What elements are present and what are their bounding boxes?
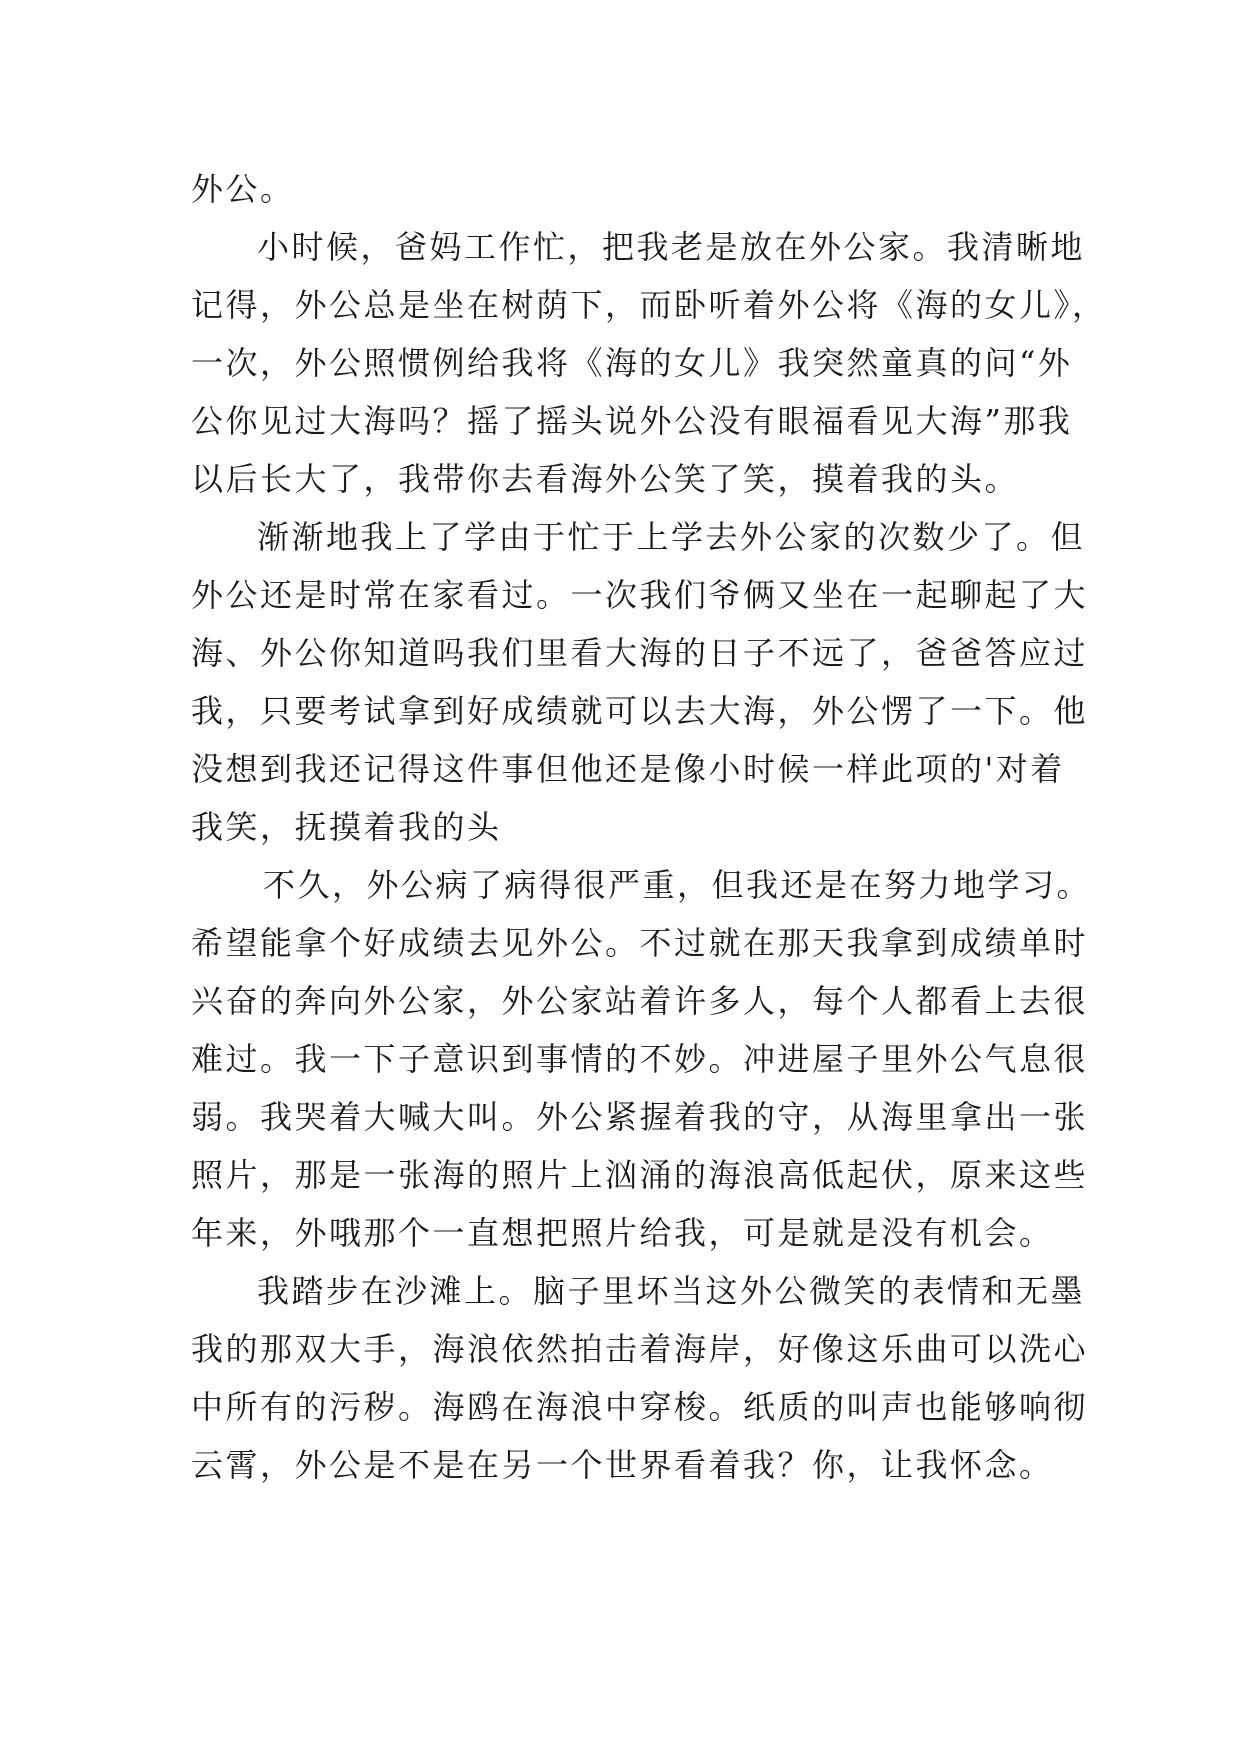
text-line: 照片，那是一张海的照片上汹涌的海浪高低起伏，原来这些 [191,1156,1089,1194]
text-line: 我踏步在沙滩上。脑子里坏当这外公微笑的表情和无墨 [257,1272,1086,1310]
text-line: 海、外公你知道吗我们里看大海的日子不远了，爸爸答应过 [191,634,1089,672]
paragraph-5 [191,1262,1089,1494]
text-line: 没想到我还记得这件事但他还是像小时候一样此项的'对着 [191,750,1065,788]
text-line: 难过。我一下子意识到事情的不妙。冲进屋子里外公气息很 [191,1040,1089,1078]
text-line: 以后长大了，我带你去看海外公笑了笑，摸着我的头。 [191,460,1020,498]
text-line: 小时候，爸妈工作忙，把我老是放在外公家。我清晰地 [257,228,1086,266]
text-line: 希望能拿个好成绩去见外公。不过就在那天我拿到成绩单时 [191,924,1089,962]
text-line: 一次，外公照惯例给我将《海的女儿》我突然童真的问“外 [191,344,1073,382]
text-line: 年来，外哦那个一直想把照片给我，可是就是没有机会。 [191,1214,1054,1252]
text-line: 云霄，外公是不是在另一个世界看着我？你，让我怀念。 [191,1446,1054,1484]
text-line: 公你见过大海吗？摇了摇头说外公没有眼福看见大海”那我 [191,402,1073,440]
text-line: 外公还是时常在家看过。一次我们爷俩又坐在一起聊起了大 [191,576,1089,614]
text-line: 外公。 [191,170,295,208]
text-line: 兴奋的奔向外公家，外公家站着许多人，每个人都看上去很 [191,982,1089,1020]
text-line: 中所有的污秽。海鸥在海浪中穿梭。纸质的叫声也能够响彻 [191,1388,1089,1426]
paragraph-4 [191,856,1092,1262]
paragraph-3 [191,508,1089,856]
text-line: 我笑，抚摸着我的头 [191,808,502,846]
text-line: 渐渐地我上了学由于忙于上学去外公家的次数少了。但 [257,518,1086,556]
text-line: 不久，外公病了病得很严重，但我还是在努力地学习。 [263,866,1092,904]
document-body [191,160,1107,1494]
text-line: 记得，外公总是坐在树荫下，而卧听着外公将《海的女儿》， [191,286,1107,324]
text-line: 我的那双大手，海浪依然拍击着海岸，好像这乐曲可以洗心 [191,1330,1089,1368]
paragraph-1 [191,160,1071,218]
text-line: 弱。我哭着大喊大叫。外公紧握着我的守，从海里拿出一张 [191,1098,1089,1136]
text-line: 我，只要考试拿到好成绩就可以去大海，外公愣了一下。他 [191,692,1089,730]
paragraph-2 [191,218,1107,508]
